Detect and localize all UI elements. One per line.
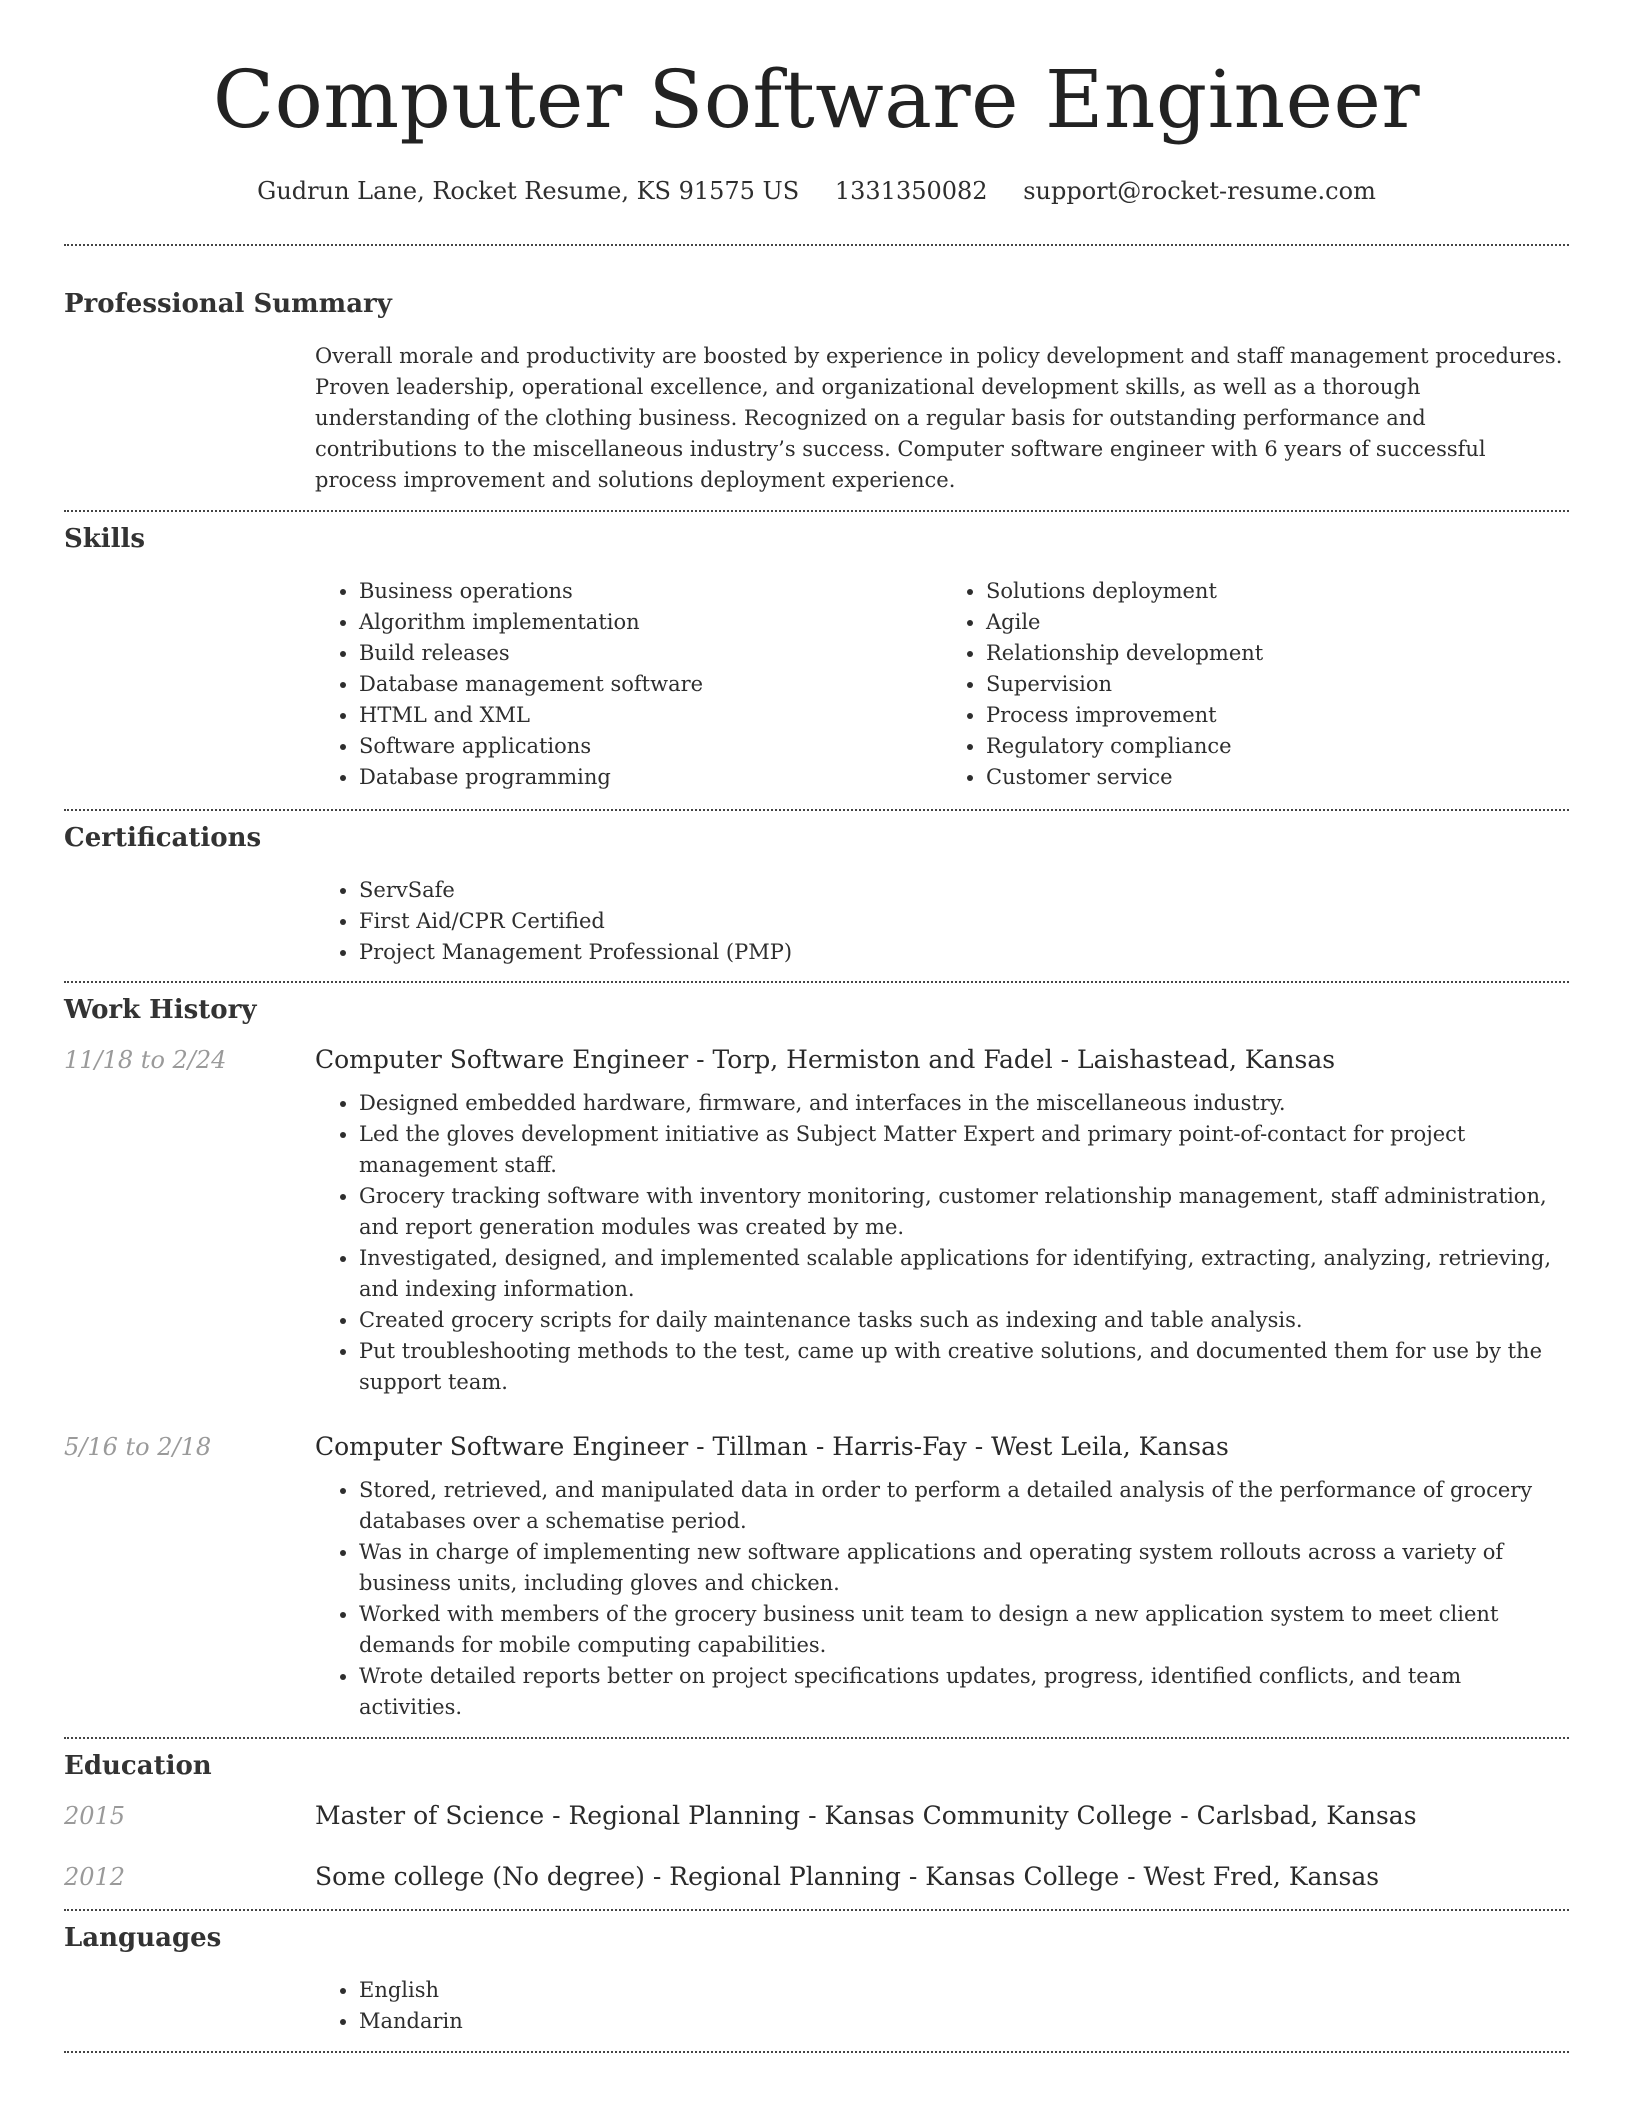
education-heading: Some college (No degree) - Regional Planning - Kansas College - West Fred, Kansas: [315, 1862, 1380, 1891]
job-bullet: • Designed embedded hardware, firmware, and interfaces in the miscellaneous industry.: [359, 1088, 1569, 1119]
education-title: Education: [64, 1751, 212, 1781]
languages-section: [64, 1911, 1569, 2051]
certifications-section: [64, 811, 1569, 981]
skills-list-left: [315, 576, 942, 793]
certification-item: • Project Management Professional (PMP): [359, 937, 1569, 968]
work-history-title: Work History: [64, 995, 257, 1025]
job-bullet: • Grocery tracking software with inventory monitoring, customer relationship management, staff administration, and report generation modules was created by me.: [359, 1181, 1569, 1243]
skills-title: Skills: [64, 524, 146, 554]
job-details: [315, 1475, 1569, 1723]
job-bullet: • Wrote detailed reports better on project specifications updates, progress, identified conflicts, and team activities.: [359, 1661, 1569, 1723]
resume-name-heading: Computer Software Engineer: [212, 53, 1421, 146]
section-divider: [64, 2051, 1569, 2053]
job-bullet: • Put troubleshooting methods to the test, came up with creative solutions, and documented them for use by the support team.: [359, 1336, 1569, 1398]
skill-item: • Customer service: [986, 762, 1569, 793]
job-bullet: • Led the gloves development initiative as Subject Matter Expert and primary point-of-contact for project management staff.: [359, 1119, 1569, 1181]
certifications-title: Certifications: [64, 823, 262, 853]
education-heading: Master of Science - Regional Planning - Kansas Community College - Carlsbad, Kansas: [315, 1801, 1417, 1830]
job-bullets: [315, 1475, 1569, 1723]
skill-item: • Build releases: [359, 638, 942, 669]
skill-item: • Database management software: [359, 669, 942, 700]
education-year: 2015: [64, 1802, 126, 1830]
skill-item: • HTML and XML: [359, 700, 942, 731]
summary-section: [64, 246, 1569, 510]
education-section: [64, 1739, 1569, 1909]
skills-list-right: [942, 576, 1569, 793]
job-bullet: • Was in charge of implementing new software applications and operating system rollouts across a variety of business units, including gloves and chicken.: [359, 1537, 1569, 1599]
certifications-list: [315, 875, 1569, 968]
certification-item: • First Aid/CPR Certified: [359, 906, 1569, 937]
skill-item: • Solutions deployment: [986, 576, 1569, 607]
job-bullets: [315, 1088, 1569, 1398]
summary-body: [315, 341, 1569, 496]
skills-section: [64, 512, 1569, 809]
certifications-body: [315, 875, 1569, 968]
job-heading: Computer Software Engineer - Tillman - Harris-Fay - West Leila, Kansas: [315, 1432, 1229, 1461]
contact-email: support@rocket-resume.com: [1023, 177, 1376, 205]
job-details: [315, 1088, 1569, 1398]
education-entry: [64, 1862, 1569, 1891]
job-dates: 11/18 to 2/24: [64, 1046, 227, 1074]
contact-line: [64, 176, 1569, 206]
job-bullet: • Investigated, designed, and implemented scalable applications for identifying, extracting, analyzing, retrieving, and indexing information.: [359, 1243, 1569, 1305]
languages-title: Languages: [64, 1923, 222, 1953]
skill-item: • Supervision: [986, 669, 1569, 700]
skill-item: • Algorithm implementation: [359, 607, 942, 638]
job-entry: [64, 1045, 1569, 1398]
job-bullet: • Stored, retrieved, and manipulated data in order to perform a detailed analysis of the performance of grocery databases over a schematise period.: [359, 1475, 1569, 1537]
education-year: 2012: [64, 1863, 126, 1891]
job-bullet: • Worked with members of the grocery business unit team to design a new application system to meet client demands for mobile computing capabilities.: [359, 1599, 1569, 1661]
contact-address: Gudrun Lane, Rocket Resume, KS 91575 US: [257, 177, 800, 205]
languages-body: [315, 1975, 1569, 2037]
skill-item: • Agile: [986, 607, 1569, 638]
language-item: • English: [359, 1975, 1569, 2006]
job-bullet: • Created grocery scripts for daily maintenance tasks such as indexing and table analysis.: [359, 1305, 1569, 1336]
education-entry: [64, 1801, 1569, 1830]
job-entry: [64, 1432, 1569, 1723]
job-heading: Computer Software Engineer - Torp, Hermiston and Fadel - Laishastead, Kansas: [315, 1045, 1336, 1074]
contact-phone: 1331350082: [834, 177, 988, 205]
summary-title: Professional Summary: [64, 289, 392, 319]
job-header: [64, 1045, 1569, 1074]
skills-columns: [315, 576, 1569, 793]
summary-text: Overall morale and productivity are boosted by experience in policy development and staff management procedures. Proven leadership, operational excellence, and organizational development skills, as well as a thorough understanding of the clothing business. Recognized on a regular basis for outstanding performance and contributions to the miscellaneous industry’s success. Computer software engineer with 6 years of successful process improvement and solutions deployment experience.: [315, 344, 1563, 492]
skill-item: • Business operations: [359, 576, 942, 607]
language-item: • Mandarin: [359, 2006, 1569, 2037]
languages-list: [315, 1975, 1569, 2037]
skill-item: • Software applications: [359, 731, 942, 762]
skill-item: • Database programming: [359, 762, 942, 793]
skill-item: • Process improvement: [986, 700, 1569, 731]
skill-item: • Relationship development: [986, 638, 1569, 669]
certification-item: • ServSafe: [359, 875, 1569, 906]
work-history-section: [64, 983, 1569, 1737]
skill-item: • Regulatory compliance: [986, 731, 1569, 762]
job-dates: 5/16 to 2/18: [64, 1433, 212, 1461]
job-header: [64, 1432, 1569, 1461]
